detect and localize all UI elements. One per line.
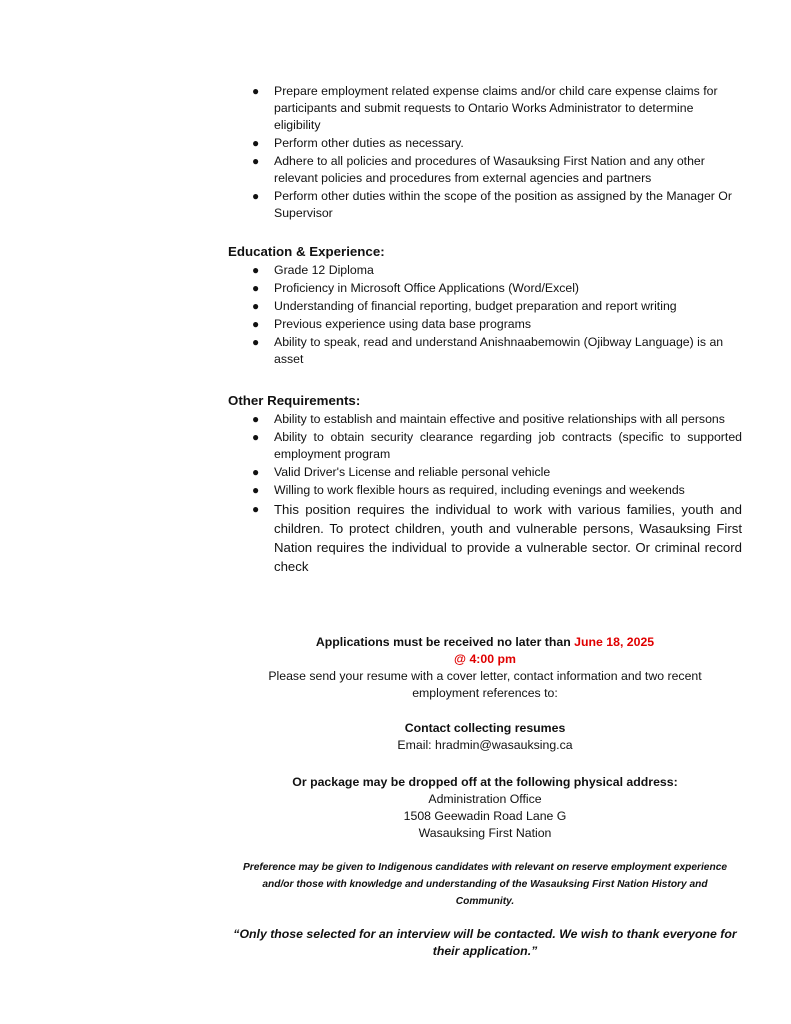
list-item: ● Willing to work flexible hours as required, including evenings and weekends [252, 483, 685, 497]
preference-note: Preference may be given to Indigenous candidates with relevant on reserve employment experience and/or those with knowledge and understanding of the Wasauksing First Nation History and Community. [242, 862, 728, 907]
other-requirements-heading: Other Requirements: [228, 393, 361, 408]
instructions: Please send your resume with a cover letter, contact information and two recent employment references to: [268, 669, 702, 700]
contact-email: Email: hradmin@wasauksing.ca [397, 738, 573, 752]
closing-quote: “Only those selected for an interview will be contacted. We wish to thank everyone for their application.” [233, 927, 737, 958]
other-requirements-list [246, 411, 742, 577]
list-item: ● Grade 12 Diploma [252, 263, 374, 277]
list-item: ● Ability to establish and maintain effective and positive relationships with all persons [252, 412, 725, 426]
duties-list [246, 83, 742, 223]
address-line-2: 1508 Geewadin Road Lane G [403, 809, 567, 823]
list-item: ● Valid Driver's License and reliable personal vehicle [252, 465, 551, 479]
list-item: ● Previous experience using data base programs [252, 317, 532, 331]
list-item: ● This position requires the individual to work with various families, youth and children. To protect children, youth and vulnerable persons, Wasauksing First Nation requires the individual to provide a vulnerable sector. Or criminal record check [252, 502, 742, 574]
list-item: ● Adhere to all policies and procedures of Wasauksing First Nation and any other relevant policies and procedures from external agencies and partners [252, 154, 705, 185]
list-item: ● Prepare employment related expense claims and/or child care expense claims for participants and submit requests to Ontario Works Administrator to determine eligibility [252, 84, 718, 132]
deadline-line: Applications must be received no later than June 18, 2025 [315, 635, 655, 649]
deadline-date: June 18, 2025 [574, 635, 655, 649]
address-line-1: Administration Office [428, 792, 542, 806]
deadline-time: @ 4:00 pm [454, 652, 516, 666]
list-item: ● Ability to obtain security clearance regarding job contracts (specific to supported employment program [252, 430, 742, 461]
education-list [246, 262, 742, 369]
list-item: ● Ability to speak, read and understand Anishnaabemowin (Ojibway Language) is an asset [252, 335, 724, 366]
contact-heading: Contact collecting resumes [404, 721, 566, 735]
list-item: ● Perform other duties as necessary. [252, 136, 464, 150]
list-item: ● Perform other duties within the scope of the position as assigned by the Manager Or Supervisor [252, 189, 732, 220]
education-heading: Education & Experience: [228, 244, 385, 259]
address-line-3: Wasauksing First Nation [418, 826, 552, 840]
list-item: ● Proficiency in Microsoft Office Applications (Word/Excel) [252, 281, 580, 295]
dropoff-heading: Or package may be dropped off at the following physical address: [292, 775, 678, 789]
list-item: ● Understanding of financial reporting, budget preparation and report writing [252, 299, 677, 313]
